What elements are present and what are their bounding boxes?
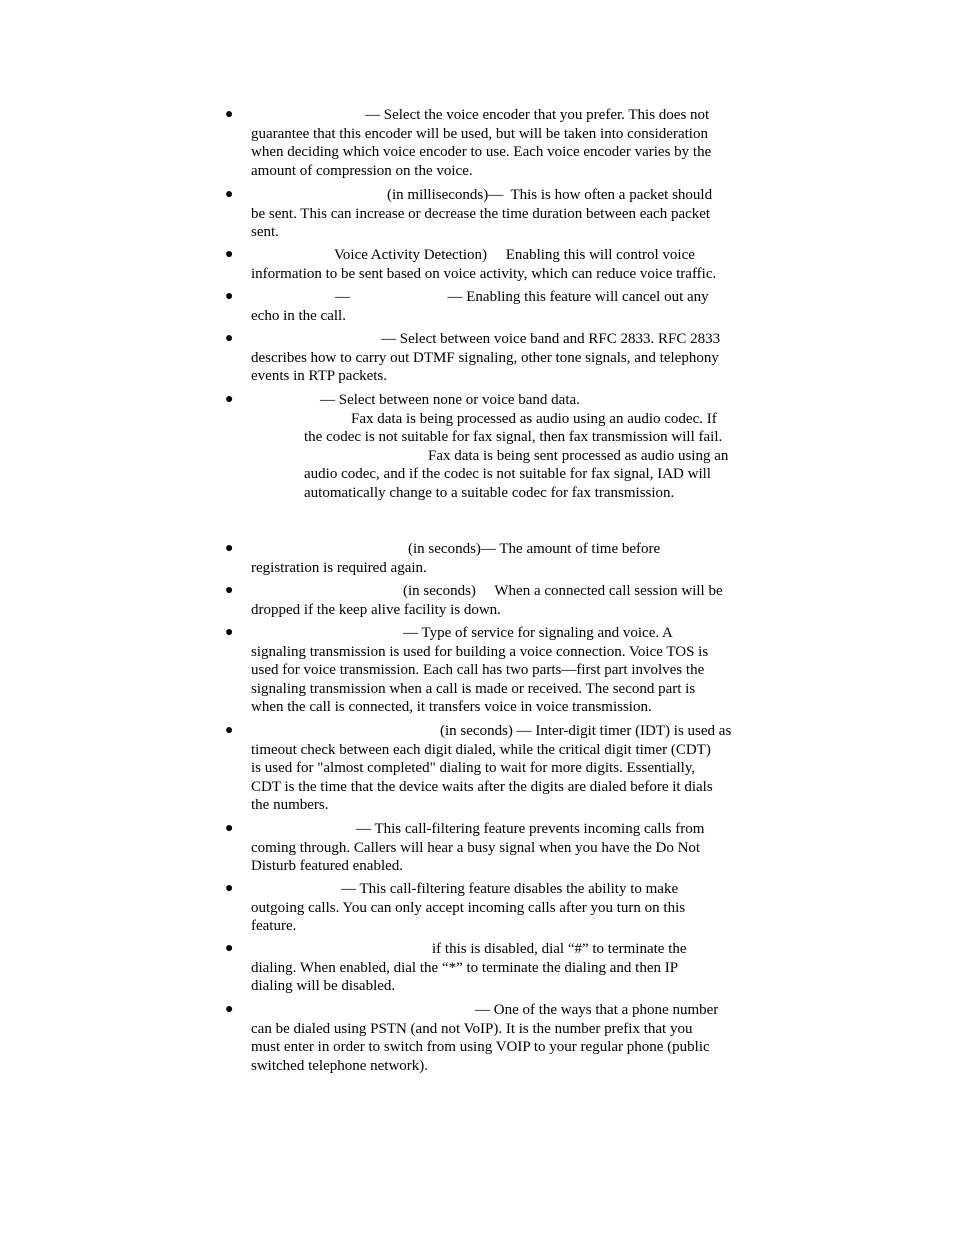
text-line: outgoing calls. You can only accept incoming calls after you turn on this xyxy=(251,899,686,916)
bullet-icon: ● xyxy=(225,881,234,896)
list-item xyxy=(225,722,765,815)
bullet-icon: ● xyxy=(225,1002,234,1017)
text-line: (in seconds) — Inter-digit timer (IDT) is used as xyxy=(440,723,732,739)
list-item xyxy=(225,246,765,283)
text-line: when the call is connected, it transfers voice in voice transmission. xyxy=(251,699,652,716)
bullet-icon: ● xyxy=(225,187,234,202)
text-line: registration is required again. xyxy=(251,559,427,576)
text-line: Fax data is being processed as audio using an audio codec. If xyxy=(351,410,717,427)
text-line: is used for "almost completed" dialing to wait for more digits. Essentially, xyxy=(251,760,696,777)
bullet-icon: ● xyxy=(225,583,234,598)
text-line: when deciding which voice encoder to use. Each voice encoder varies by the xyxy=(251,144,712,161)
text-line: — Type of service for signaling and voice. A xyxy=(403,625,673,641)
bullet-icon: ● xyxy=(225,107,234,122)
text-line: the codec is not suitable for fax signal, then fax transmission will fail. xyxy=(304,429,723,446)
text-line: guarantee that this encoder will be used, but will be taken into consideration xyxy=(251,125,708,142)
list-item xyxy=(225,330,765,386)
text-line: switched telephone network). xyxy=(251,1057,429,1074)
text-line: used for voice transmission. Each call has two parts—first part involves the xyxy=(251,662,705,679)
list-item xyxy=(225,288,765,325)
text-line: if this is disabled, dial “#” to terminate the xyxy=(432,941,687,957)
text-line: timeout check between each digit dialed, while the critical digit timer (CDT) xyxy=(251,741,711,758)
text-line: information to be sent based on voice activity, which can reduce voice traffic. xyxy=(251,265,717,282)
text-line: — This call-filtering feature prevents incoming calls from xyxy=(356,821,705,837)
text-line: be sent. This can increase or decrease the time duration between each packet xyxy=(251,205,711,222)
text-line: sent. xyxy=(251,224,279,241)
text-line: Voice Activity Detection) Enabling this will control voice xyxy=(334,247,695,263)
text-line: — — Enabling this feature will cancel out any xyxy=(335,289,709,305)
text-line: — Select between voice band and RFC 2833. RFC 2833 xyxy=(381,331,721,347)
list-item xyxy=(225,940,765,996)
text-line: — One of the ways that a phone number xyxy=(475,1002,719,1018)
text-line: CDT is the time that the device waits after the digits are dialed before it dials xyxy=(251,778,713,795)
bullet-icon: ● xyxy=(225,941,234,956)
text-line: — Select the voice encoder that you prefer. This does not xyxy=(365,107,710,123)
text-line: dialing. When enabled, dial the “*” to terminate the dialing and then IP xyxy=(251,959,679,976)
list-item xyxy=(225,186,765,242)
text-line: can be dialed using PSTN (and not VoIP). It is the number prefix that you xyxy=(251,1020,693,1037)
text-line: amount of compression on the voice. xyxy=(251,162,473,179)
bullet-icon: ● xyxy=(225,247,234,262)
bullet-icon: ● xyxy=(225,331,234,346)
text-line: feature. xyxy=(251,918,297,935)
bullet-icon: ● xyxy=(225,625,234,640)
text-line: dropped if the keep alive facility is down. xyxy=(251,601,501,618)
list-item xyxy=(225,880,765,936)
text-line: automatically change to a suitable codec for fax transmission. xyxy=(304,485,675,501)
list-item xyxy=(225,391,765,503)
text-line: events in RTP packets. xyxy=(251,368,388,385)
text-line: (in seconds)— The amount of time before xyxy=(408,541,661,557)
list-item xyxy=(225,106,765,180)
text-line: signaling transmission when a call is made or received. The second part is xyxy=(251,680,696,697)
bullet-icon: ● xyxy=(225,723,234,738)
text-line: echo in the call. xyxy=(251,307,346,324)
list-item xyxy=(225,540,765,577)
bullet-icon: ● xyxy=(225,289,234,304)
list-item xyxy=(225,582,765,619)
bullet-icon: ● xyxy=(225,541,234,556)
text-line: (in milliseconds)— This is how often a packet should xyxy=(387,187,713,203)
text-line: — Select between none or voice band data. xyxy=(320,392,580,408)
text-line: audio codec, and if the codec is not suitable for fax signal, IAD will xyxy=(304,466,711,483)
text-line: Fax data is being sent processed as audio using an xyxy=(428,447,729,464)
list-item xyxy=(225,1001,765,1075)
text-line: (in seconds) When a connected call session will be xyxy=(403,583,723,599)
text-line: Disturb featured enabled. xyxy=(251,858,404,875)
bullet-icon: ● xyxy=(225,392,234,407)
bullet-icon: ● xyxy=(225,821,234,836)
text-line: — This call-filtering feature disables the ability to make xyxy=(341,881,679,897)
text-line: must enter in order to switch from using VOIP to your regular phone (public xyxy=(251,1039,710,1056)
text-line: signaling transmission is used for building a voice connection. Voice TOS is xyxy=(251,643,709,660)
text-line: dialing will be disabled. xyxy=(251,978,396,995)
text-line: the numbers. xyxy=(251,797,329,814)
list-item xyxy=(225,624,765,717)
list-item xyxy=(225,820,765,876)
text-line: describes how to carry out DTMF signaling, other tone signals, and telephony xyxy=(251,349,719,366)
text-line: coming through. Callers will hear a busy signal when you have the Do Not xyxy=(251,839,701,856)
